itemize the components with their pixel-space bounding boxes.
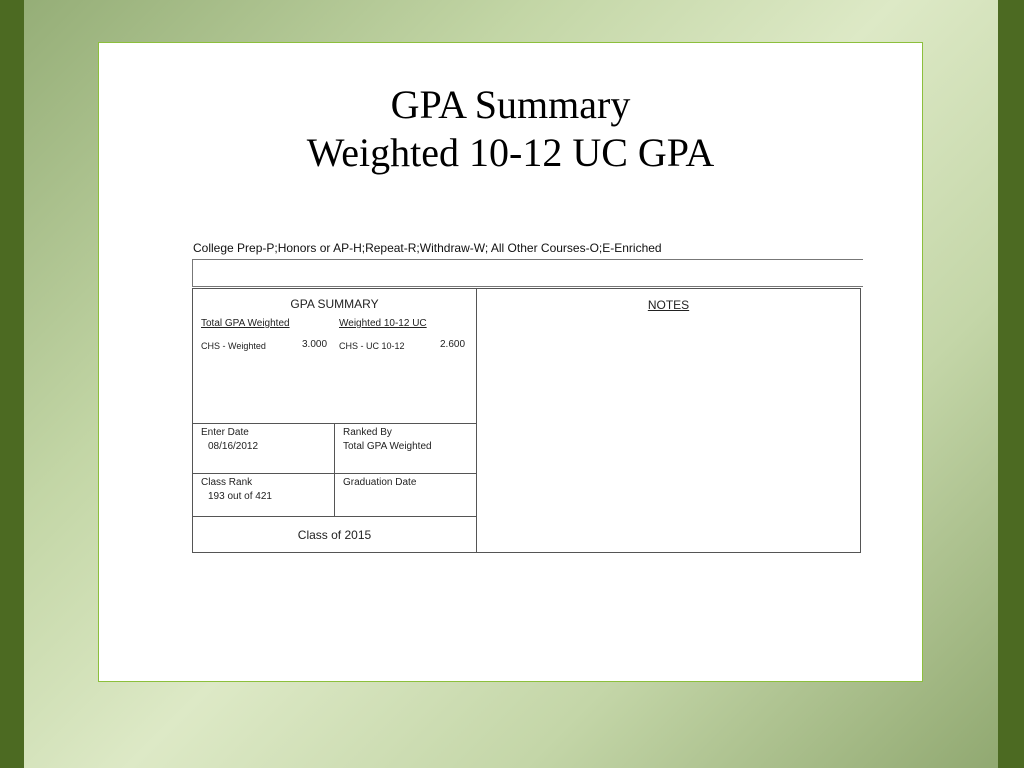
- enter-date-label: Enter Date: [201, 427, 249, 438]
- weighted-uc-header: Weighted 10-12 UC: [339, 318, 427, 329]
- dates-mid-divider: [334, 423, 335, 516]
- legend-empty-row: [192, 259, 863, 287]
- title-line-2: Weighted 10-12 UC GPA: [306, 130, 715, 175]
- rank-bottom-line: [193, 516, 476, 517]
- left-edge-band: [0, 0, 24, 768]
- slide-panel: [98, 42, 923, 682]
- notes-divider: [476, 289, 477, 552]
- class-of-label: Class of 2015: [297, 528, 372, 542]
- chs-uc-value: 2.600: [440, 339, 466, 350]
- total-gpa-weighted-header: Total GPA Weighted: [201, 318, 290, 329]
- gpa-summary-heading: GPA SUMMARY: [290, 297, 379, 311]
- notes-heading: NOTES: [647, 298, 690, 312]
- ranked-by-value: Total GPA Weighted: [343, 441, 432, 452]
- title-line-1: GPA Summary: [390, 82, 631, 127]
- graduation-date-label: Graduation Date: [343, 477, 417, 488]
- enter-date-value: 08/16/2012: [208, 441, 259, 452]
- chs-weighted-value: 3.000: [302, 339, 328, 350]
- slide-title: [99, 81, 922, 177]
- ranked-by-label: Ranked By: [343, 427, 392, 438]
- gpa-report-grid: [192, 288, 861, 553]
- chs-weighted-label: CHS - Weighted: [201, 341, 266, 351]
- right-edge-band: [998, 0, 1024, 768]
- class-rank-label: Class Rank: [201, 477, 253, 488]
- class-rank-value: 193 out of 421: [208, 491, 272, 502]
- chs-uc-label: CHS - UC 10-12: [339, 341, 405, 351]
- course-legend: College Prep-P;Honors or AP-H;Repeat-R;Withdraw-W; All Other Courses-O;E-Enriched: [193, 241, 662, 255]
